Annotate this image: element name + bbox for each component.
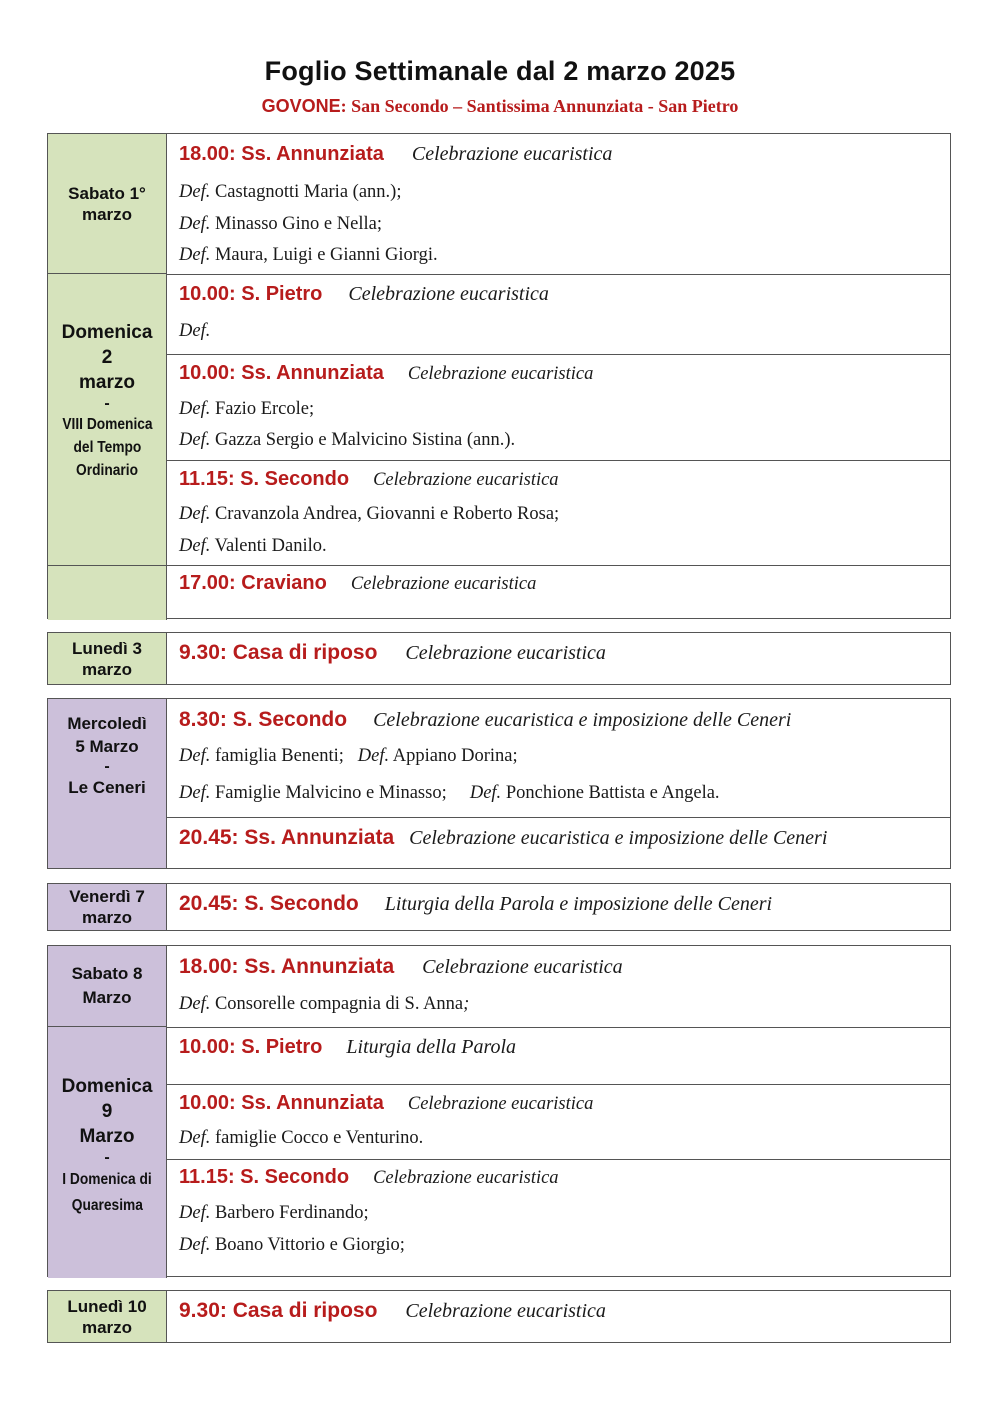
event-description: Celebrazione eucaristica e imposizione delle Ceneri	[409, 827, 828, 849]
event-row	[167, 884, 950, 932]
deceased-name: Ponchione Battista e Angela.	[505, 783, 720, 803]
event-description: Celebrazione eucaristica e imposizione delle Ceneri	[373, 709, 792, 731]
event-row	[167, 1084, 950, 1159]
liturgical-day: I Domenica di	[62, 1171, 152, 1188]
page-title: Foglio Settimanale dal 2 marzo 2025	[264, 56, 736, 86]
day-label: 2	[101, 347, 113, 368]
def-label: Def.	[357, 746, 390, 766]
day-label: marzo	[81, 1317, 133, 1337]
event-description: Liturgia della Parola e imposizione delle Ceneri	[384, 893, 773, 915]
day-label: Domenica	[61, 1076, 153, 1097]
event-description: Celebrazione eucaristica	[405, 1300, 606, 1322]
day-label: Le Ceneri	[68, 778, 146, 797]
def-label: Def.	[179, 1128, 211, 1148]
day-label: Venerdì 7	[69, 887, 145, 906]
event-description: Celebrazione eucaristica	[422, 956, 623, 978]
day-dash: -	[104, 758, 110, 775]
deceased-name: Minasso Gino e Nella;	[214, 214, 382, 234]
day-dash: -	[104, 395, 110, 412]
day-label: Marzo	[82, 988, 132, 1007]
schedule-block-lunedi-10	[47, 1290, 951, 1343]
day-label: Sabato 1°	[68, 183, 146, 203]
event-time-place: 9.30: Casa di riposo	[179, 641, 378, 664]
def-label: Def.	[179, 182, 211, 202]
liturgical-day: Quaresima	[71, 1197, 143, 1214]
schedule-block-weekend-2	[47, 945, 951, 1277]
day-label: marzo	[81, 908, 133, 927]
event-time-place: 10.00: Ss. Annunziata	[179, 1092, 384, 1114]
day-label: marzo	[79, 372, 135, 393]
event-time-place: 17.00: Craviano	[179, 572, 327, 594]
day-cell-domenica-2	[48, 274, 167, 565]
event-time-place: 11.15: S. Secondo	[179, 1166, 350, 1188]
deceased-name: famiglie Cocco e Venturino.	[214, 1128, 424, 1148]
deceased-name: Maura, Luigi e Gianni Giorgi.	[214, 245, 438, 265]
def-label: Def.	[179, 504, 211, 524]
day-label: Lunedì 10	[67, 1296, 147, 1316]
event-time-place: 10.00: Ss. Annunziata	[179, 362, 384, 384]
liturgical-day: Ordinario	[76, 462, 138, 479]
day-label: Domenica	[61, 322, 153, 343]
event-time-place: 10.00: S. Pietro	[179, 1036, 323, 1058]
def-label: Def.	[179, 245, 211, 265]
day-cell-lunedi-10	[48, 1291, 167, 1342]
schedule-block-venerdi-7	[47, 883, 951, 931]
punctuation: ;	[463, 994, 470, 1014]
day-cell-domenica-9	[48, 1027, 167, 1278]
deceased-name: famiglia Benenti;	[214, 746, 344, 766]
event-description: Celebrazione eucaristica	[373, 470, 559, 490]
event-row	[167, 817, 950, 870]
def-label: Def.	[469, 783, 502, 803]
day-label: marzo	[81, 659, 133, 679]
deceased-name: Gazza Sergio e Malvicino Sistina (ann.).	[214, 430, 516, 450]
event-time-place: 10.00: S. Pietro	[179, 283, 323, 305]
day-label: Mercoledì	[67, 714, 147, 733]
day-label: marzo	[81, 204, 133, 224]
event-description: Celebrazione eucaristica	[407, 364, 594, 384]
event-row	[167, 354, 950, 460]
liturgical-day: del Tempo	[73, 439, 141, 456]
event-row	[167, 633, 950, 686]
deceased-name: Famiglie Malvicino e Minasso;	[214, 783, 447, 803]
day-label: 5 Marzo	[75, 737, 139, 756]
event-row	[167, 946, 950, 1027]
event-row	[167, 274, 950, 354]
day-cell-sabato-1	[48, 134, 167, 274]
def-label: Def.	[179, 746, 211, 766]
deceased-name: Fazio Ercole;	[214, 399, 315, 419]
event-row	[167, 1159, 950, 1278]
def-label: Def.	[179, 399, 211, 419]
event-row	[167, 1027, 950, 1084]
day-cell-mercoledi-5	[48, 699, 167, 868]
event-description: Liturgia della Parola	[346, 1036, 517, 1058]
event-description: Celebrazione eucaristica	[411, 143, 613, 165]
event-time-place: 9.30: Casa di riposo	[179, 1299, 378, 1322]
deceased-name: Boano Vittorio e Giorgio;	[214, 1235, 405, 1255]
def-label: Def.	[179, 1203, 211, 1223]
def-label: Def.	[179, 783, 211, 803]
event-row	[167, 1291, 950, 1344]
event-time-place: 20.45: Ss. Annunziata	[179, 826, 395, 849]
event-row	[167, 134, 950, 274]
event-row	[167, 565, 950, 620]
event-time-place: 8.30: S. Secondo	[179, 708, 348, 731]
deceased-name: Castagnotti Maria (ann.);	[214, 182, 402, 202]
event-time-place: 11.15: S. Secondo	[179, 468, 350, 490]
deceased-name: Valenti Danilo.	[214, 536, 327, 556]
day-cell-venerdi-7	[48, 884, 167, 930]
def-label: Def.	[179, 994, 211, 1014]
event-time-place: 18.00: Ss. Annunziata	[179, 143, 384, 165]
day-dash: -	[104, 1149, 110, 1166]
deceased-name: Consorelle compagnia di S. Anna	[214, 994, 464, 1014]
day-cell-sabato-8	[48, 946, 167, 1027]
page-subtitle	[0, 96, 1000, 117]
event-row	[167, 460, 950, 565]
event-description: Celebrazione eucaristica	[348, 283, 549, 305]
schedule-block-lunedi-3	[47, 632, 951, 685]
def-label: Def.	[179, 214, 211, 234]
event-row	[167, 699, 950, 817]
liturgical-day: VIII Domenica	[61, 416, 153, 433]
deceased-name: Barbero Ferdinando;	[214, 1203, 369, 1223]
event-description: Celebrazione eucaristica	[407, 1094, 594, 1114]
event-description: Celebrazione eucaristica	[405, 642, 606, 664]
schedule-block-weekend-1	[47, 133, 951, 619]
day-label: Marzo	[79, 1126, 135, 1147]
event-description: Celebrazione eucaristica	[350, 574, 537, 594]
schedule-block-mercoledi-5	[47, 698, 951, 869]
deceased-name: Appiano Dorina;	[392, 746, 518, 766]
day-label: 9	[101, 1101, 113, 1122]
day-cell-lunedi-3	[48, 633, 167, 684]
day-label: Sabato 8	[71, 964, 143, 983]
parish-name: GOVONE	[261, 96, 341, 116]
day-cell-empty	[48, 565, 167, 620]
def-label: Def.	[179, 1235, 211, 1255]
deceased-name: Cravanzola Andrea, Giovanni e Roberto Rosa;	[214, 504, 560, 524]
event-time-place: 20.45: S. Secondo	[179, 892, 359, 915]
day-label: Lunedì 3	[72, 638, 142, 658]
church-list: : San Secondo – Santissima Annunziata - San Pietro	[340, 96, 739, 116]
event-time-place: 18.00: Ss. Annunziata	[179, 955, 395, 978]
event-description: Celebrazione eucaristica	[373, 1168, 559, 1188]
def-label: Def.	[179, 321, 211, 341]
def-label: Def.	[179, 430, 211, 450]
def-label: Def.	[179, 536, 211, 556]
